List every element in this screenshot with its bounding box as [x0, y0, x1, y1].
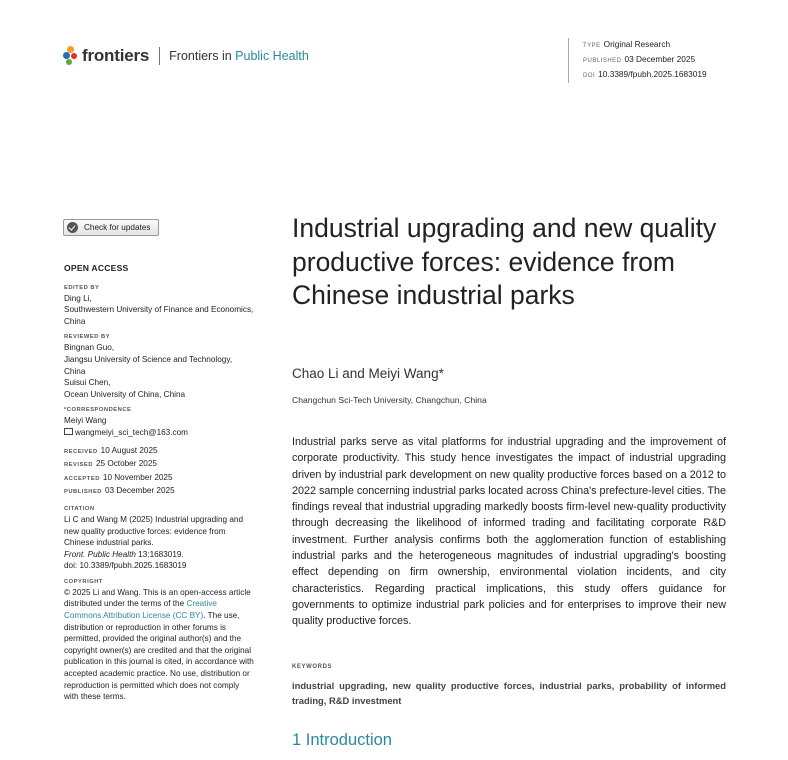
reviewed-by-section: REVIEWED BY Bingnan Guo, Jiangsu University of Science and Technology, China Suisui Chen, Ocean University of China, China [64, 334, 233, 399]
authors[interactable]: Chao Li and Meiyi Wang* [292, 366, 444, 381]
check-updates-label: Check for updates [84, 223, 151, 232]
section-heading-introduction: 1 Introduction [292, 731, 392, 749]
citation-section: CITATION Li C and Wang M (2025) Industrial upgrading and new quality productive forces: evidence from Chinese industrial parks. Front. Public Health 13:1683019. doi: 10.3389/fpubh.2025.1683019 [64, 505, 254, 572]
journal-name: Frontiers in Public Health [169, 49, 309, 63]
meta-published: PUBLISHED 03 December 2025 [583, 54, 696, 64]
article-meta [568, 38, 707, 83]
license-link[interactable]: Creative Commons Attribution License (CC BY) [64, 599, 217, 621]
sidebar [64, 263, 254, 709]
meta-type: TYPE Original Research [583, 39, 671, 49]
correspondence-section: *CORRESPONDENCE Meiyi Wang wangmeiyi_sci_tech@163.com [64, 407, 188, 437]
mail-icon [64, 428, 73, 435]
brand-name: frontiers [82, 46, 150, 65]
check-updates-icon [67, 222, 78, 233]
logo-divider [159, 47, 160, 65]
copyright-section: COPYRIGHT © 2025 Li and Wang. This is an open-access article distributed under the terms of the Creative Commons Attribution License (CC BY). The use, distribution or reproduction in other forums is permitted, provided the original author(s) and the copyright owner(s) are credited and that the original publication in this journal is cited, in accordance with accepted academic practice. No use, distribution or reproduction is permitted which does not comply with these terms. [64, 578, 254, 702]
check-for-updates-button[interactable] [63, 219, 159, 236]
doi-link[interactable]: 10.3389/fpubh.2025.1683019 [598, 69, 707, 79]
meta-doi: DOI 10.3389/fpubh.2025.1683019 [583, 69, 707, 79]
frontiers-logo[interactable] [63, 46, 309, 66]
citation-doi[interactable]: doi: 10.3389/fpubh.2025.1683019 [64, 561, 187, 571]
email-link[interactable]: wangmeiyi_sci_tech@163.com [75, 427, 188, 437]
abstract: Industrial parks serve as vital platforms for industrial upgrading and the improvement of corporate productivity. This study hence investigates the impact of industrial upgrading driven by industrial park development on new quality productive forces based on a 2012 to 2022 sample concerning industrial parks located across China's prefecture-level cities. The findings reveal that industrial upgrading markedly boosts firm-level new-quality productivity through decreasing the likelihood of informed trading and facilitating corporate R&D investment. Further analysis confirms both the agglomeration function of establishing industrial parks and the heterogeneous magnitudes of industrial upgrading's boosting effect depending on firm ownership, environmental violation incidents, and city characteristics. Regarding practical implications, this study offers guidance for governments to optimize industrial park policies and for enterprises to improve their new quality productive forces. [292, 436, 726, 628]
dates-section: RECEIVED 10 August 2025 REVISED 25 October 2025 ACCEPTED 10 November 2025 PUBLISHED 03 December 2025 [64, 445, 175, 496]
keywords: industrial upgrading, new quality productive forces, industrial parks, probability of informed trading, R&D investment [292, 680, 726, 706]
keywords-label: KEYWORDS [292, 664, 333, 670]
frontiers-logo-icon [63, 46, 79, 66]
edited-by-section: EDITED BY Ding Li, Southwestern University of Finance and Economics, China [64, 284, 254, 326]
article-title: Industrial upgrading and new quality productive forces: evidence from Chinese industrial parks [292, 213, 717, 310]
affiliation: Changchun Sci-Tech University, Changchun, China [292, 395, 487, 405]
open-access-label: OPEN ACCESS [64, 263, 129, 273]
